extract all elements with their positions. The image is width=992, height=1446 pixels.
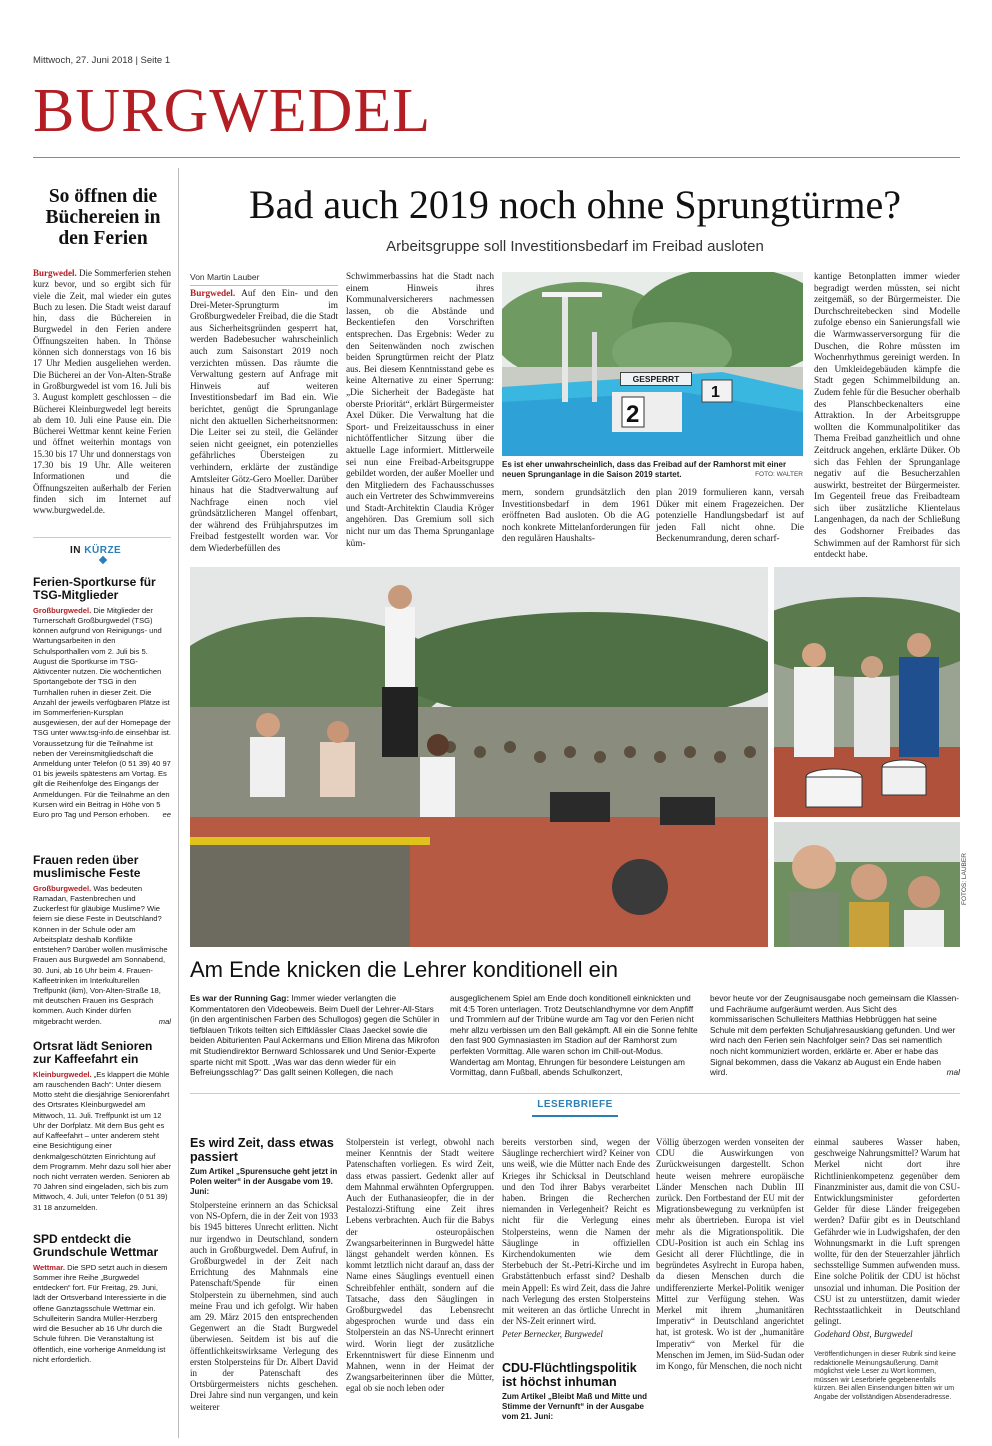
pool-photo-image [502,272,803,456]
school-event-image [190,567,768,947]
kurz-text [33,1070,171,1213]
main-col-4: plan 2019 formulieren kann, versah Düker mit einem Fragezeichen. Der potenzielle Handlungsbedarf ist auf jeden Fall nicht ohne. Die Beckenumrandung, deren scharf- [656,488,804,545]
pool-photo-credit: FOTO: WALTER [755,471,803,478]
second-headline: Am Ende knicken die Lehrer konditionell ein [190,957,619,982]
kurz-signature: ee [162,809,171,819]
main-col-1 [190,272,338,556]
commentators-photo [774,822,960,947]
commentators-image [774,822,960,947]
dateline: Mittwoch, 27. Juni 2018 | Seite 1 [33,55,171,66]
kurz-body: Die SPD setzt auch in diesem Sommer ihre Reihe „Burgwedel entdecken“ fort. Für Freitag, 29. Juni, lädt der Ortsverband Interessierte in die offene Ganztagsschule Wettmar ein. Schulleiterin Sandra Müller-Herzberg wird die Besucher ab 16 Uhr durch die Schule führen. Die Veranstaltung ist öffentlich, eine vorherige Anmeldung ist nicht erforderlich. [33,1262,168,1364]
second-col1-text: Immer wieder verlangten die Kommentatoren den Videobeweis. Beim Duell der Lehrer-All-Stars (in den argentinischen Farben des Schullogos) gegen die Schüler in tiefblauen Trikots teilten sich Elftklässler Claas Jaeckel sowie die beiden Abiturienten Paul Ackermans und Ellion Mirena das Mikrofon mit Studiendirektor Bernward Schlossarek und Und Senior-Experte sparte nicht mit Spott. „Was war das denn wieder für ein Befreiungsschlag?“ Das gallt seinen Kollegen, die nach [190,993,440,1078]
letter-2-author: Godehard Obst, Burgwedel [814,1329,913,1340]
kurz-location: Großburgwedel. [33,605,92,615]
letter-1-text-3: bereits verstorben sind, wegen der Säuglinge recherchiert wird? Keiner von uns weiß, wie die Mütter nach Ende des Krieges ihr Schicksal in Deutschland und den Tod ihrer Babys verarbeitet haben. Bringen die Recherchen niemanden in Verlegenheit? Reicht es nicht für die Verlegung eines Stolpersteins, wenn die Namen der Säuglinge in offiziellen Kirchendokumenten wie dem Sterbebuch der St.-Petri-Kirche und im Grabstättenbuch erfasst sind? Deshalb mein Appell: Es wird Zeit, dass die Jahre nach Verlegung des ersten Stolpersteins mit weiteren an das örtliche Unrecht in der NS-Zeit erinnert wird. [502,1137,650,1327]
kurz-body: „Es klappert die Mühle am rauschenden Bach“: Unter diesem Motto steht die diesjährige Seniorenfahrt des Ortsrates Kleinburgwedel am Mittwoch, 11. Juli. Treffpunkt ist um 12 Uhr der Dorfplatz. Mit dem Bus geht es auf Kaffeefahrt – unter anderem steht eine Besichtigung einer denkmalgeschützten Einrichtung auf dem Programm. Mehr dazu soll hier aber noch nicht verraten werden. Senioren ab 70 Jahren sind eingeladen, sich bis zum Mittwoch, 4. Juli, unter Telefon (0 51 39) 31 18 anzumelden. [33,1069,172,1212]
kurz-location: Kleinburgwedel. [33,1069,92,1079]
main-subhead: Arbeitsgruppe soll Investitionsbedarf im Freibad ausloten [386,238,764,255]
header-rule [33,157,960,158]
left-column-rule [178,168,179,1438]
letter-2-col-2 [814,1137,960,1403]
kurz-item-2 [33,854,171,1027]
main-col-3: mern, sondern grundsätzlich den Investitionsbedarf in dem 1961 eröffneten Bad ausloten. Ob die AG noch konkrete Mittelanforderungen für den regulären Haushalts- [502,488,650,545]
main-col1-text: Auf den Ein- und den Drei-Meter-Sprungturm im Großburgwedeler Freibad, die die Stadt aus Sicherheitsgründen gesperrt hat, werden Badebesucher wahrscheinlich auch zum Saisonstart 2019 noch verzichten müssen. Das räumte die Verwaltung gestern auf Anfrage mit Hinweis auf weiteren Investitionsbedarf im Bad ein. Wie berichtet, genügt die Sprunganlage nicht den aktuellen Sicherheitsnormen: Die Leiter sei zu steil, die Geländer seien nicht geeignet, ein potenzielles gefährliches Übersteigen zu verhindern, erklärte der zuständige Amtsleiter Götz-Gero Moeller. Darüber hinaus hat die Stadtverwaltung auf Nachfrage einen noch viel gründsätzlicheren Mangel offenbart, der während des Frühjahrsputzes im Freibad festgestellt worden war. Vor dem Wiederbefüllen des [190,289,339,555]
svg-text:1: 1 [711,384,720,401]
leserbriefe-underline [532,1115,618,1117]
side-story-headline: So öffnen die Büchereien in den Ferien [45,186,161,250]
school-event-photo [190,567,768,947]
main-location: Burgwedel. [190,289,236,299]
letter-1-col-2: Stolperstein ist verlegt, obwohl nach meiner Kenntnis der Stadt weitere Patenschaften vorliegen. Es wird Zeit, dass etwas passiert. Gedenkt aller auf dem Mahnmal erwähnten Opfergruppen. Auch der Euthanasieopfer, die in der Pestalozzi-Stiftung eine Zeit ihres Lebens verbrachten. Auch für die Babys der osteuropäischen Zwangsarbeiterinnen in Burgwedel hätte längst gehandelt werden können. Es kommt letztlich nicht darauf an, dass der Name eines Säuglings eventuell einen Schreibfehler enthält, sondern auf die Tatsache, dass den Säuglingen in Großburgwedel das Lebensrecht abgesprochen wurde und dass ein Stolperstein an das NS-Unrecht erinnert wird. Worin liegt der zusätzliche Erkenntniswert für diese Einnenm und Mahnen, wenn in der Heimat der Zwangsarbeiterinnen über die Mütter, egal ob sie noch leben oder [346,1137,494,1394]
kurz-body: Was bedeuten Ramadan, Fastenbrechen und Zuckerfest für gläubige Muslime? Wie feiern sie diese Feste in Deutschland? Können in der Schule oder am Arbeitsplatz deshalb Konflikte entstehen? Darüber wollen muslimische Frauen aus Burgwedel am Sonnabend, 30. Juni, ab 16 Uhr beim 4. Frauen-Kaffeetrinken im Interkulturellen Treffpunkt (ikm), Von-Alten-Straße 18, mit deutschen Frauen ins Gespräch kommen. Auch Kinder dürfen mitgebracht werden. [33,883,168,1026]
kurz-item-1 [33,576,171,820]
masthead: BURGWEDEL [33,77,432,145]
main-col-5: kantige Betonplatten immer wieder begradigt werden müssten, sei nicht zeitgemäß, so der Bürgermeister. Die Durchschreitebecken sind Modelle zufolge ebenso ein Sanierungsfall wie die Warmwasserversorgung für die Duschen, die Rohre müssten im Wochenrhythmus gereinigt werden. In den Umkleidegebäuden kämpfe die Stadt gegen Schimmelbildung an. Zudem fehle für die Besucher oberhalb des Planschbeckenalters eine Attraktion. In der Arbeitsgruppe wollten die Kommunalpolitiker das Thema Freibad ganzheitlich und ohne Zeitdruck angehen, erklärte Düker. Ob sich das Fehlen der Sprunganlage negativ auf die Besucherzahlen auswirkt, bestreitet der Bürgermeister. Im Gegenteil freue das Freibadteam sich über zusätzliche Klientelaus Langenhagen, da nach der Schließung des Godshorner Freibades das Schwimmen auf der Ramhorst für sich entdeckt habe. [814,272,960,561]
pool-photo [502,272,803,456]
kurz-signature: mal [158,1016,171,1026]
leserbriefe-label: LESERBRIEFE [537,1099,613,1110]
main-headline: Bad auch 2019 noch ohne Sprungtürme? [248,182,902,227]
main-col-2: Schwimmerbassins hat die Stadt nach einem Hinweis ihres Kommunalversicherers nachmessen lassen, ob die Abstände und Beckentiefen den Vorschriften entsprechen. Das Ergebnis: Weder zu den Seitenwänden noch zwischen beiden Sprungtürmen reicht der Platz aus. Bei diesem Kenntnisstand gebe es keine Alternative zu einer Sperrung: „Die Sicherheit der Badegäste hat oberste Priorität“, erklärt Bürgermeister Axel Düker. Die Verwaltung hat die Sport- und Freizeitausschuss in einer nichtöffentlicher Sitzung über die aktuelle Lage informiert. Mittlerweile sei nun eine Freibad-Arbeitsgruppe gebildet worden, der außer Moeller und den Mitgliedern des Fachausschusses auch ein Vertreter des Schwimmvereins und Stadt-Architektin Claudia Kröger angehören. Das Gremium soll sich nicht nur um das Thema Sprunganlage küm- [346,272,495,549]
kurz-location: Großburgwedel. [33,883,92,893]
pool-caption-text: Es ist eher unwahrscheinlich, dass das Freibad auf der Ramhorst mit einer neuen Sprunganlage in die Saison 2019 startet. [502,460,787,479]
kurz-label [70,545,121,556]
second-col-3 [710,993,960,1078]
letter-2-header [502,1362,650,1422]
kurz-headline: Ferien-Sportkurse für TSG-Mitglieder [33,575,156,603]
side-story-body: Die Sommerferien stehen kurz bevor, und so ergibt sich für viele die Zeit, mal wieder ein gutes Buch zu lesen. Die Stadt weist darauf hin, dass die Büchereien in Burgwedel in den Ferien andere Öffnungszeiten haben. In Thönse können sich donnerstags von 16 bis 17 Uhr Medien ausgeliehen werden. Die Bücherei an der Von-Alten-Straße in Großburgwedel ist vom 16. Juli bis 3. August komplett geschlossen – die Bücherei Kleinburgwedel legt bereits ab dem 10. Juli eine Pause ein. Die Bücherei Wettmar kennt keine Ferien und öffnet weiterhin montags von 15.30 bis 17 Uhr und donnerstags von 17.30 bis 19 Uhr. Alle weiteren Informationen und die Öffnungszeiten außerhalb der Ferien finden sich im Internet auf www.burgwedel.de. [33,268,172,516]
letter-1-author: Peter Bernecker, Burgwedel [502,1329,603,1340]
leserbriefe-disclaimer: Veröffentlichungen in dieser Rubrik sind keine redaktionelle Meinungsäußerung. Damit möglichst viele Leser zu Wort kommen, müssen wir Leserbriefe gegebenenfalls kürzen. Bei allen Einsendungen bitten wir um Angabe der vollständigen Absenderadresse. [814,1351,956,1402]
kurz-location: Wettmar. [33,1262,65,1272]
letter-2-title: CDU-Flüchtlingspolitik ist höchst inhuman [502,1361,637,1389]
kurz-label-in: IN [70,545,81,556]
kurz-item-3 [33,1040,171,1213]
letter-2-col-1: Völlig überzogen werden vonseiten der CDU die Auswirkungen von Zurückweisungen dargestellt. Schon heute weisen mehrere europäische Länder Menschen nach Dublin III zurück. Den Fortbestand der EU mit der Migrationsbewegung zu verknüpfen ist mehr als übertrieben. Europa ist viel mehr als die Migrationspolitik. Die CDU-Position ist auch ein Schlag ins Gesicht all derer Flüchtlinge, die in begründetes Asylrecht in Europa haben, da diesen Menschen durch die undifferenzierte Merkel-Politik weniger Mittel zur Verfügung stehen. Was Merkel mit ihrem „humanitären Imperativ“ in Deutschland angerichtet hat, ist grotesk. Wo ist der „humanitäre Imperativ“ von Merkel für die Menschen im Jemen, im Süd-Sudan oder im Kongo, für Menschen, die noch nicht [656,1137,804,1372]
kurz-body: Die Mitglieder der Turnerschaft Großburgwedel (TSG) können aufgrund von Reinigungs- und Wartungsarbeiten in den Schulsporthallen vom 2. Juli bis 5. August die Sportkurse im TSG-Aktivcenter nutzen. Die wöchentlichen Sportangebote der TSG in den Turnhallen ruhen in dieser Zeit. Die Anzahl der jeweils verfügbaren Plätze ist im Sommerferien-Kursplan ausgewiesen, der auf der Homepage der TSG unter www.tsg-info.de einsehbar ist. Voraussetzung für die Teilnahme ist neben der Vereinsmitgliedschaft die Anmeldung unter Telefon (0 51 39) 40 97 01 bis jeweils spätestens am Vortag. Es gilt die Reihenfolge des Eingangs der Anmeldungen. Für die Teilnahme an den Kursen wird ein Beitrag in Höhe von 5 Euro pro Tag und Person erhoben. [33,605,172,819]
kurz-text [33,1263,171,1365]
kurz-headline: Ortsrat lädt Senioren zur Kaffeefahrt ein [33,1039,153,1067]
second-lead: Es war der Running Gag: [190,993,290,1003]
letter-1-col-3 [502,1137,650,1341]
letter-2-ref: Zum Artikel „Bleibt Maß und Mitte und Stimme der Vernunft“ in der Ausgabe vom 21. Juni: [502,1392,648,1421]
main-byline: Von Martin Lauber [190,272,338,286]
kurz-marker-icon [99,556,107,564]
drummers-photo [774,567,960,817]
second-col3-text: bevor heute vor der Zeugnisausgabe noch gemeinsam die Klassen- und Fachräume aufgeräumt werden. Aus Sicht des kommissarischen Schulleiters Matthias Hebbrüggen hat seine Schule mit dem perfekten Schuljahresauskiang gefunden. Und wer wird nach den Ferien sein Nachfolger sein? Das sei namentlich noch nicht kommuniziert worden, erklärte er. Aber er habe das Signal bekommen, dass die Vakanz ab August ein Ende haben wird. [710,993,960,1078]
letter-1-ref: Zum Artikel „Spurensuche geht jetzt in Polen weiter“ in der Ausgabe vom 19. Juni: [190,1167,338,1196]
letter-1-text-1: Stolpersteine erinnern an das Schicksal von NS-Opfern, die in der Zeit von 1933 bis 1945 bitteres Unrecht erlitten. Nicht nur irgendwo in Deutschland, sondern auch in Großburgwedel. Dem Aufruf, in Großburgwedel in der Zeit nach Errichtung des Mahnmals eine Patenschaft/Spende für einen Stolperstein zu übernehmen, sind auch meine Frau und ich gefolgt. Wir haben am 29. März 2015 den entsprechenden Gegenwert an die Stadt Burgwedel überwiesen. Seitdem ist bis auf die öffentlichkeitswirksame Verlegung des ersten Stolpersteins für Dr. Albert David in der Patenschaft des Ortsbürgermeisters nichts geschehen. Drei Jahre sind nun vergangen, und kein weiterer [190,1200,338,1412]
second-signature: mal [946,1067,960,1078]
kurz-rule [33,537,171,538]
kurz-text [33,606,171,820]
letter-1-title: Es wird Zeit, dass etwas passiert [190,1136,334,1164]
drummers-image [774,567,960,817]
second-col-1 [190,993,442,1078]
school-photo-credit: FOTOS: LAUBER [961,853,968,905]
letter-1-col-1 [190,1137,338,1413]
kurz-text [33,884,171,1027]
leserbriefe-rule [190,1093,960,1094]
kurz-item-4 [33,1233,171,1365]
kurz-headline: SPD entdeckt die Grundschule Wettmar [33,1232,159,1260]
letter-2-text-2: einmal sauberes Wasser haben, geschweige Nahrungsmittel? Warum hat Merkel nicht dort ihre Richtlinienkompetenz gegenüber dem Finanzminister aus, damit die von CSU-Entwicklungsminister geforderten Gelder für diese Länder freigegeben werden? Dafür gibt es in Deutschland Gefährder wie in Ludwigshafen, der den Wohnungsmarkt in die Luft sprengen wollte, für den der Steuerzahler jährlich sechsstellige Summen aufwenden muss. Eine solche Politik der CDU ist höchst unsozial und inhuman. Die Position der CSU ist zu unterstützen, damit wieder Rechtsstaatlichkeit in Deutschland gelingt. [814,1137,960,1327]
pool-caption [502,460,803,480]
side-story-text [33,268,171,517]
second-col-2: ausgeglichenem Spiel am Ende doch konditionell einknickten und mit 4:5 Toren unterlagen. Trotz Deutschlandhymne vor dem Anpfiff und Trommlern auf der Tribüne wurde am Tag vor den Ferien nicht mehr allzu verbissen um den Ball gekämpft. All ein die Sonne fehlte den fast 900 Gymnasiasten im Stadion auf der Ramhorst zum perfekten Vormittag. Alle waren schon im Chill-out-Modus. Wandertag am Montag, Ehrungen für besondere Leistungen am Vormittag, dann Fußball, abends Schulkonzert, [450,993,698,1078]
closed-sign: GESPERRT [620,372,692,386]
svg-text:2: 2 [626,401,640,428]
kurz-label-kurze: KÜRZE [84,545,122,556]
side-story-location: Burgwedel. [33,268,77,278]
kurz-headline: Frauen reden über muslimische Feste [33,853,141,881]
